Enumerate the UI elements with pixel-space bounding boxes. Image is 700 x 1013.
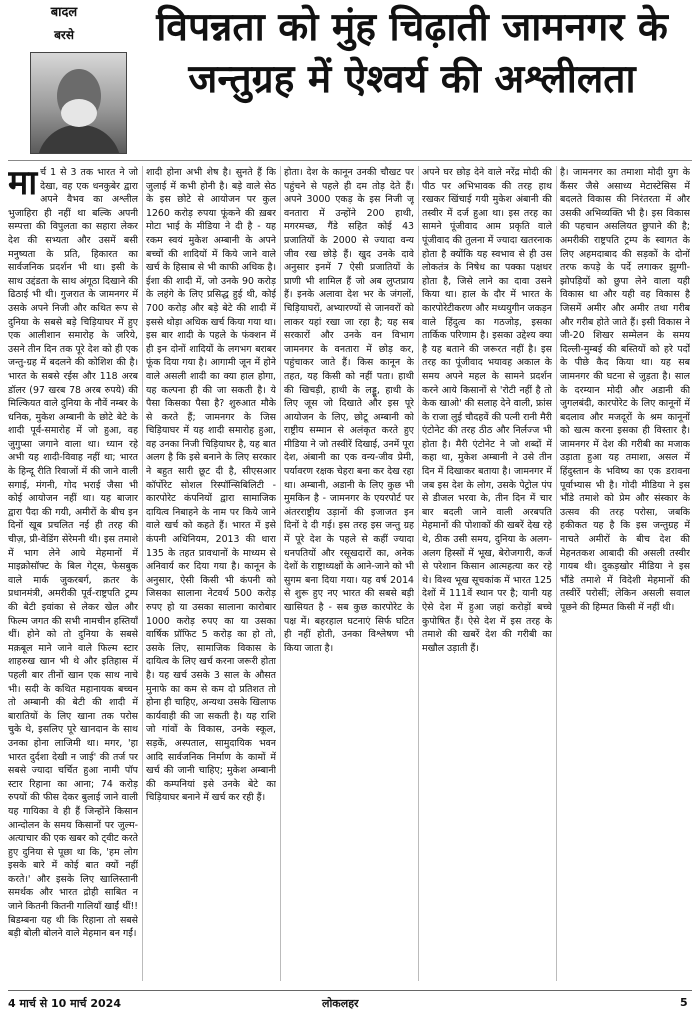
- article-column-5: [560, 166, 690, 986]
- header-rule: [8, 160, 692, 161]
- article-column-2: [146, 166, 276, 986]
- drop-cap: मा: [8, 166, 38, 203]
- headline: विपन्नता को मुंह चिढ़ाती जामनगर के जन्तुग्रह में ऐश्वर्य की अश्लीलता: [156, 5, 668, 102]
- author-photo: [30, 52, 127, 154]
- author-column: बरसे: [54, 28, 74, 42]
- column-divider: [280, 166, 281, 981]
- author-photo-body: [37, 125, 121, 154]
- author-photo-beard: [61, 99, 97, 127]
- column-5-text: है। जामनगर का तमाशा मोदी युग के कैंसर जैसे असाध्य मेटास्टेसिस में बदलते विकास की निरंतरता में और उसकी अभिव्यक्ति भी है। इस विकास की पहचान असलियत छुपाने की है; अमरीकी राष्ट्रपति ट्रम्प के स्वागत के लिए अहमदाबाद की सड़कों के दोनों तरफ कपड़े के पर्दे लगाकर झुग्गी-झोपड़ियों को छुपा लेने वाला यही विकास था और यही वह विकास है जिसमें अमीर और अमीर तथा गरीब और गरीब होते जाते हैं। इसी विकास ने जी-20 शिखर सम्मेलन के समय दिल्ली-मुम्बई की बस्तियों को हरे पर्दों के पीछे कैद किया था। यह सब जामनगर की घटना से जुड़ता है। साल के दरम्यान मोदी और अडानी की जुगलबंदी, कारपोरेट के लिए कानूनों में बदलाव और मजदूरों के श्रम कानूनों को खत्म करना इसका ही विस्तार है। जामनगर में देश की गरीबी का मजाक उड़ाता हुआ यह तमाशा, असल में हिंदुस्तान के भविष्य का एक डरावना पूर्वाभ्यास भी है। गोदी मीडिया ने इस भौंडे तमाशे को प्रेम और संस्कार के उत्सव की तरह परोसा, जबकि हकीकत यह है कि इस जन्तुग्रह में नाचते अमीरों के बीच देश की मेहनतकश आबादी की असली तस्वीर गायब थी। दुकड़खोर मीडिया ने इस भौंडे तमाशे में विदेशी मेहमानों की तस्वीरें परोसीं; लेकिन असली सवाल पूछने की हिम्मत किसी में नहीं थी।: [560, 167, 690, 613]
- article-column-1: [8, 166, 138, 986]
- column-1-text: मार्च 1 से 3 तक भारत ने जो देखा, वह एक धनकुबेर द्वारा अपने वैभव का अश्लील भुजाहिरा ही नहीं था बल्कि अपनी सम्पत्ता की विपुलता का सहारा लेकर देश की सभ्यता और उसमें बसी मनुष्यता के प्रति, हिकारत का सार्वजनिक प्रदर्शन भी था। इसी के साथ उद्दंडता के साथ अंगूठा दिखाने की ढिठाई भी थी। गुजरात के जामनगर में उसके अपने निजी और कथित रूप से दुनिया के सबसे बड़े चिड़ियाघर में हुए एक आलीशान समारोह के जरिये, उसने तीन दिन तक पूरे देश को ही एक जन्तु-ग्रह में बदलने की कोशिश की है। भारत के सबसे रईस और 118 अरब डॉलर (97 खरब 78 अरब रुपये) की मिल्कियत वाले दुनिया के नौवें नम्बर के धनिक, मुकेश अम्बानी के छोटे बेटे के शादी पूर्व-समारोह में जो हुआ, वह जुगुप्सा जगाने वाला था। ध्यान रहे अभी यह शादी-विवाह नहीं था; भारत के हिन्दू रीति रिवाजों में की जाने वाली सगाई, मंगनी, गोद भराई जैसा भी कोई आयोजन नहीं था। यह बाजार द्वारा पैदा की गयी, अमीरों के बीच इन दिनों खूब प्रचलित नई ही तरह की चीज़, प्री-वेडिंग सेरेमनी थी। इस तमाशे में भाग लेने आये मेहमानों में माइक्रोसॉफ्ट के बिल गेट्स, फेसबुक वाले मार्क जुकरबर्ग, क़तर के प्रधानमंत्री, अमरीकी पूर्व-राष्ट्रपति ट्रम्प की बेटी इवांका से लेकर खेल और फिल्म जगत की सभी नामचीन हस्तियाँ थीं। होने को तो दुनिया के सबसे मक़बूल माने जाने वाले फिल्म स्टार शाहरुख खान भी थे और इतिहास में पहली बार तीनों खान एक साथ नाचे भी। सदी के कथित महानायक बच्चन तो अम्बानी की बेटी की शादी में बारातियों के लिए खाना तक परोस चुके थे, इसलिए पूरे खानदान के साथ उनका होना लाजिमी था। मगर, 'हा भारत दुर्दशा देखी न जाई' की तर्ज पर सबसे ज्यादा चर्चित हुआ नामी पॉप स्टार रिहाना का आना; 74 करोड़ रुपयों की फीस देकर बुलाई जाने वाली यह गायिका वे ही हैं जिन्होंने किसान आन्दोलन के समय किसानों पर जुल्म-अत्याचार की एक खबर को ट्वीट करते हुए दुनिया से पूछा था कि, 'हम लोग इसके बारे में कोई बात क्यों नहीं करते।' और इसके लिए खालिस्तानी समर्थक और भारत द्रोही साबित न जाने कितनी कितनी गालियाँ खाईं थीं!! बिडम्बना यह थी कि रिहाना तो सबसे बड़ी बोली बोलने वाले मेहमान बन गईं।: [8, 166, 138, 940]
- column-divider: [556, 166, 557, 981]
- issue-date: 4 मार्च से 10 मार्च 2024: [8, 997, 121, 1010]
- article-column-4: [422, 166, 552, 986]
- column-divider: [142, 166, 143, 981]
- column-3-text: होता। देश के कानून उनकी चौखट पर पहुंचने से पहले ही दम तोड़ देते हैं। अपने 3000 एकड़ के इस निजी जू वनतारा में उन्होंने 200 हाथी, मगरमच्छ, गैंडे सहित कोई 43 प्रजातियों के 2000 से ज्यादा वन्य जीव रख छोड़े हैं। खुद उनके दावे अनुसार इनमें 7 ऐसी प्रजातियों के प्राणी भी शामिल हैं जो अब लुप्तप्राय हैं। इनके अलावा देश भर के जंगलों, चिड़ियाघरों, अभ्यारण्यों से जानवरों को लाकर यहां रखा जा रहा है; यह सब सरकारों और उनके वन विभाग जामनगर के वनतारा में छोड़ कर, पहुंचाकर जाते हैं। किस कानून के तहत, यह किसी को नहीं पता। हाथी की खिचड़ी, हाथी के लड्डू, हाथी के लिए जूस जो दिखाते और इस पूरे आयोजन के लिए, छोटू अम्बानी को राष्ट्रीय सम्मान से अलंकृत करते हुए मीडिया ने जो तस्वीरें दिखाई, उनमें पूरा देश, अंबानी का एक वन्य-जीव प्रेमी, पर्यावरण रक्षक चेहरा बना कर देख रहा था। अम्बानी, अडानी के लिए कुछ भी मुमकिन है - जामनगर के एयरपोर्ट पर अंतरराष्ट्रीय उड़ानों की इजाजत इन दिनों दे दी गई। इस तरह इस जन्तु ग्रह में पूरे देश के पहले से कहीं ज्यादा धनपतियों और रसूखदारों का, अनेक देशों के राष्ट्राध्यक्षों के आने-जाने को भी सुगम बना दिया गया। यह वर्ष 2014 से शुरू हुए नए भारत की सबसे बड़ी खासियत है - सब कुछ कारपोरेट के पक्ष में। बहरहाल घटनाएं सिर्फ घटित ही नहीं होती, उनका विश्लेषण भी किया जाता है।: [284, 167, 414, 654]
- author-name: बादल: [50, 5, 78, 20]
- page-number: 5: [680, 996, 688, 1009]
- column-2-text: शादी होना अभी शेष है। सुनते हैं कि जुलाई में कभी होनी है। बड़े वाले सेठ के इस छोटे से आयोजन पर कुल 1260 करोड़ रुपया फूंकने की ख़बर मोटा भाई के मीडिया ने दी है - यह रकम स्वयं मुकेश अम्बानी के अपने बच्चों की शादियों में किये जाने वाले खर्च के हिसाब से भी काफी अधिक है। ईशा की शादी में, जो उनके 90 करोड़ के लहंगे के लिए प्रसिद्ध हुई थी, कोई 700 करोड़ और बड़े बेटे की शादी में इससे थोड़ा अधिक खर्च किया गया था। इस बार शादी के पहले के फंक्शन में ही इन दोनों शादियों के लगभग बराबर फूंक दिया गया है। आगामी जून में होने वाले असली शादी का क्या हाल होगा, यह कल्पना ही की जा सकती है। ये पैसा किसका पैसा है? शुरुआत मौके से करते हैं; जामनगर के जिस चिड़ियाघर में यह शादी समारोह हुआ, वह उनका निजी चिड़ियाघर है, यह बात अलग है कि इसे बनाने के लिए सरकार ने बहुत सारी छूट दी है, सीएसआर कॉर्पोरेट सोशल रिस्पॉन्सिबिलिटी - कारपोरेट कंपनियों द्वारा सामाजिक दायित्व निबाहने के नाम पर किये जाने वाले खर्च को कहते हैं। भारत में इसे कंपनी अधिनियम, 2013 की धारा 135 के तहत प्रावधानों के माध्यम से अनिवार्य कर दिया गया है। कानून के अनुसार, ऐसी किसी भी कंपनी को जिसका सालाना नेटवर्थ 500 करोड़ रुपए हो या उसका सालाना कारोबार 1000 करोड़ रुपए का या उसका वार्षिक प्रॉफिट 5 करोड़ का हो तो, उसके लिए, सामाजिक विकास के दायित्व के लिए खर्च करना जरूरी होता है। यह खर्च उसके 3 साल के औसत मुनाफे का कम से कम दो प्रतिशत तो होना ही चाहिए, अन्यथा उसके खिलाफ कार्यवाही की जा सकती है। यह राशि जो गांवों के विकास, उनके स्कूल, सड़कें, अस्पताल, सामुदायिक भवन आदि सार्वजनिक निर्माण के कामों में खर्च की जानी चाहिए; मुकेश अम्बानी की कम्पनियां इसे उनके बेटे का चिड़ियाघर बनाने में खर्च कर रही हैं।: [146, 167, 276, 804]
- footer-rule: [8, 990, 692, 991]
- publication-name: लोकलहर: [322, 997, 359, 1010]
- article-column-3: [284, 166, 414, 986]
- column-4-text: अपने घर छोड़ देने वाले नरेंद्र मोदी की पीठ पर अभिभावक की तरह हाथ रखकर खिंचाई गयी मुकेश अंबानी की तस्वीर में दर्ज हुआ था। इस तरह का सामने पूंजीवाद आम प्रकृति वाले पूंजीवाद की तुलना में ज्यादा खतरनाक होता है क्योंकि यह स्वभाव से ही उस लोकतंत्र के निषेध का पक्का पक्षधर होता है, जिसे लाने का दावा उसने किया था। हाल के दौर में भारत के कारपोरेटीकरण और मध्ययुगीन जकड़न वाले हिंदुत्व का गठजोड़, इसका तार्किक परिणाम है। इसका उद्देश्य क्या है यह बताने की जरूरत नहीं है। इस तरह का पूंजीवाद भयावह अकाल के समय अपने महल के सामने प्रदर्शन करने आये किसानों से 'रोटी नहीं है तो केक खाओ' की सलाह देने वाली, फ्रांस के राजा लुई चौदहवें की पत्नी रानी मैरी एंटोनेट की तरह ठीठ और निर्लज्ज भी होता है। मैरी एंटोनेट ने जो शब्दों में कहा था, मुकेश अम्बानी ने उसे तीन दिन में दिखाकर बताया है। जामनगर में जब इस देश के लोग, उसके पेट्रोल पंप से डीजल भरवा के, तीन दिन में चार बार बदली जाने वाली अरबपति मेहमानों की पोशाकों की खबरें देख रहे थे, ठीक उसी समय, दुनिया के अलग-अलग हिस्सों में भूख, बेरोजगारी, कर्ज से परेशान किसान आत्महत्या कर रहे थे। विश्व भूख सूचकांक में भारत 125 देशों में 111वें स्थान पर है; यानी यह ऐसे देश में हुआ जहां करोड़ों बच्चे कुपोषित हैं। ऐसे देश में इस तरह के तमाशे की खबरें देश की गरीबी का मखौल उड़ाती हैं।: [422, 167, 552, 654]
- byline: [14, 4, 114, 43]
- column-divider: [418, 166, 419, 981]
